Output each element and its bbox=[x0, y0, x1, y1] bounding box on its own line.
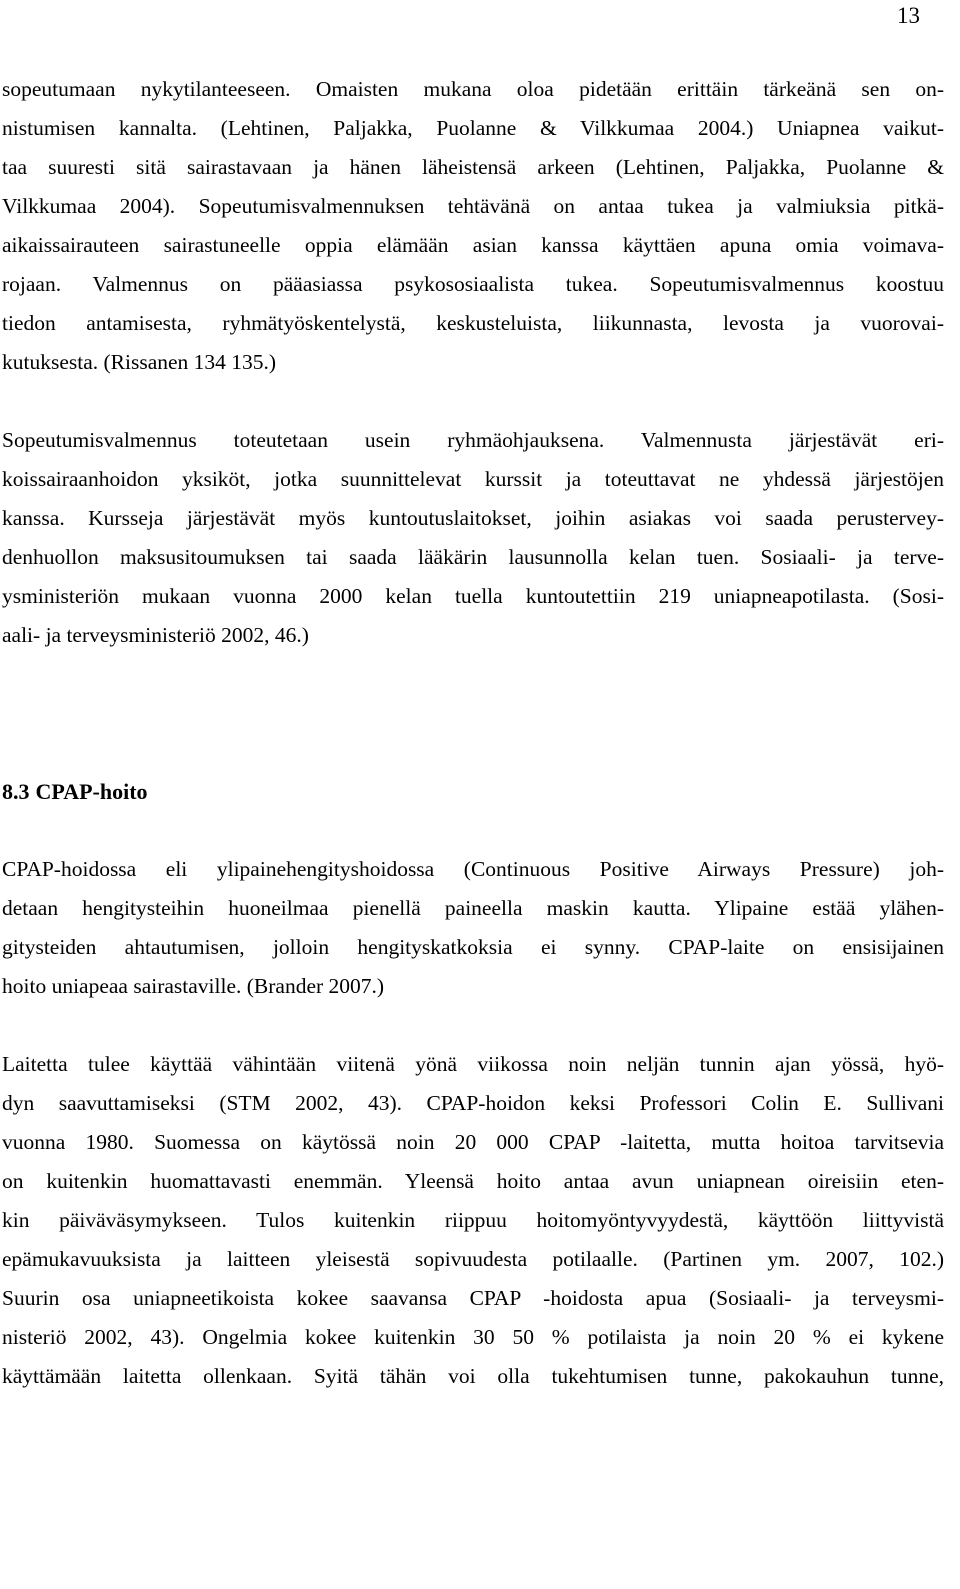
paragraph-spacer bbox=[2, 655, 944, 733]
paragraph-spacer bbox=[2, 811, 944, 850]
text-line: aali- ja terveysministeriö 2002, 46.) bbox=[2, 623, 309, 647]
paragraph-adaptation-training bbox=[2, 70, 944, 382]
text-line: denhuollon maksusitoumuksen tai saada lääkärin lausunnolla kelan tuen. Sosiaali- ja terve- bbox=[2, 545, 944, 569]
text-line: aikaissairauteen sairastuneelle oppia elämään asian kanssa käyttäen apuna omia voimava- bbox=[2, 233, 944, 257]
text-line: kutuksesta. (Rissanen 134 135.) bbox=[2, 350, 277, 374]
paragraph-cpap-definition bbox=[2, 850, 944, 1006]
text-line: kanssa. Kursseja järjestävät myös kuntoutuslaitokset, joihin asiakas voi saada perustervey- bbox=[2, 506, 944, 530]
text-line: vuonna 1980. Suomessa on käytössä noin 20 000 CPAP -laitetta, mutta hoitoa tarvitsevia bbox=[2, 1130, 944, 1154]
paragraph-spacer bbox=[2, 1006, 944, 1045]
text-line: sopeutumaan nykytilanteeseen. Omaisten mukana oloa pidetään erittäin tärkeänä sen on- bbox=[2, 77, 944, 101]
text-line: koissairaanhoidon yksiköt, jotka suunnittelevat kurssit ja toteuttavat ne yhdessä järjestöjen bbox=[2, 467, 944, 491]
text-line: detaan hengitysteihin huoneilmaa pienellä paineella maskin kautta. Ylipaine estää ylähen- bbox=[2, 896, 944, 920]
paragraph-spacer bbox=[2, 382, 944, 421]
text-line: nisteriö 2002, 43). Ongelmia kokee kuitenkin 30 50 % potilaista ja noin 20 % ei kykene bbox=[2, 1325, 944, 1349]
text-line: nistumisen kannalta. (Lehtinen, Paljakka, Puolanne & Vilkkumaa 2004.) Uniapnea vaikut- bbox=[2, 116, 944, 140]
text-line: epämukavuuksista ja laitteen yleisestä sopivuudesta potilaalle. (Partinen ym. 2007, 102.) bbox=[2, 1247, 944, 1271]
section-heading bbox=[2, 772, 944, 811]
text-line: rojaan. Valmennus on pääasiassa psykososiaalista tukea. Sopeutumisvalmennus koostuu bbox=[2, 272, 944, 296]
text-line: Sopeutumisvalmennus toteutetaan usein ryhmäohjauksena. Valmennusta järjestävät eri- bbox=[2, 428, 944, 452]
section-number: 8.3 bbox=[2, 779, 30, 804]
text-line: käyttämään laitetta ollenkaan. Syitä tähän voi olla tukehtumisen tunne, pakokauhun tunne, bbox=[2, 1364, 944, 1388]
text-line: kin päiväväsymykseen. Tulos kuitenkin riippuu hoitomyöntyvyydestä, käyttöön liittyvistä bbox=[2, 1208, 944, 1232]
text-line: gitysteiden ahtautumisen, jolloin hengityskatkoksia ei synny. CPAP-laite on ensisijainen bbox=[2, 935, 944, 959]
paragraph-cpap-usage bbox=[2, 1045, 944, 1396]
text-line: hoito uniapeaa sairastaville. (Brander 2007.) bbox=[2, 974, 385, 998]
text-line: Suurin osa uniapneetikoista kokee saavansa CPAP -hoidosta apua (Sosiaali- ja terveysmi- bbox=[2, 1286, 944, 1310]
text-line: tiedon antamisesta, ryhmätyöskentelystä, keskusteluista, liikunnasta, levosta ja vuorovai- bbox=[2, 311, 944, 335]
text-line: Vilkkumaa 2004). Sopeutumisvalmennuksen tehtävänä on antaa tukea ja valmiuksia pitkä- bbox=[2, 194, 944, 218]
document-body bbox=[2, 70, 944, 1396]
text-line: ysministeriön mukaan vuonna 2000 kelan tuella kuntoutettiin 219 uniapneapotilasta. (Sosi- bbox=[2, 584, 944, 608]
page-number: 13 bbox=[897, 3, 920, 28]
text-line: Laitetta tulee käyttää vähintään viitenä yönä viikossa noin neljän tunnin ajan yössä, hyö- bbox=[2, 1052, 944, 1076]
text-line: taa suuresti sitä sairastavaan ja hänen läheistensä arkeen (Lehtinen, Paljakka, Puolanne & bbox=[2, 155, 944, 179]
section-title: CPAP-hoito bbox=[35, 779, 148, 804]
paragraph-spacer bbox=[2, 733, 944, 772]
text-line: on kuitenkin huomattavasti enemmän. Yleensä hoito antaa avun uniapnean oireisiin eten- bbox=[2, 1169, 944, 1193]
text-line: CPAP-hoidossa eli ylipainehengityshoidossa (Continuous Positive Airways Pressure) joh- bbox=[2, 857, 944, 881]
text-line: dyn saavuttamiseksi (STM 2002, 43). CPAP-hoidon keksi Professori Colin E. Sullivani bbox=[2, 1091, 944, 1115]
paragraph-group-guidance bbox=[2, 421, 944, 655]
